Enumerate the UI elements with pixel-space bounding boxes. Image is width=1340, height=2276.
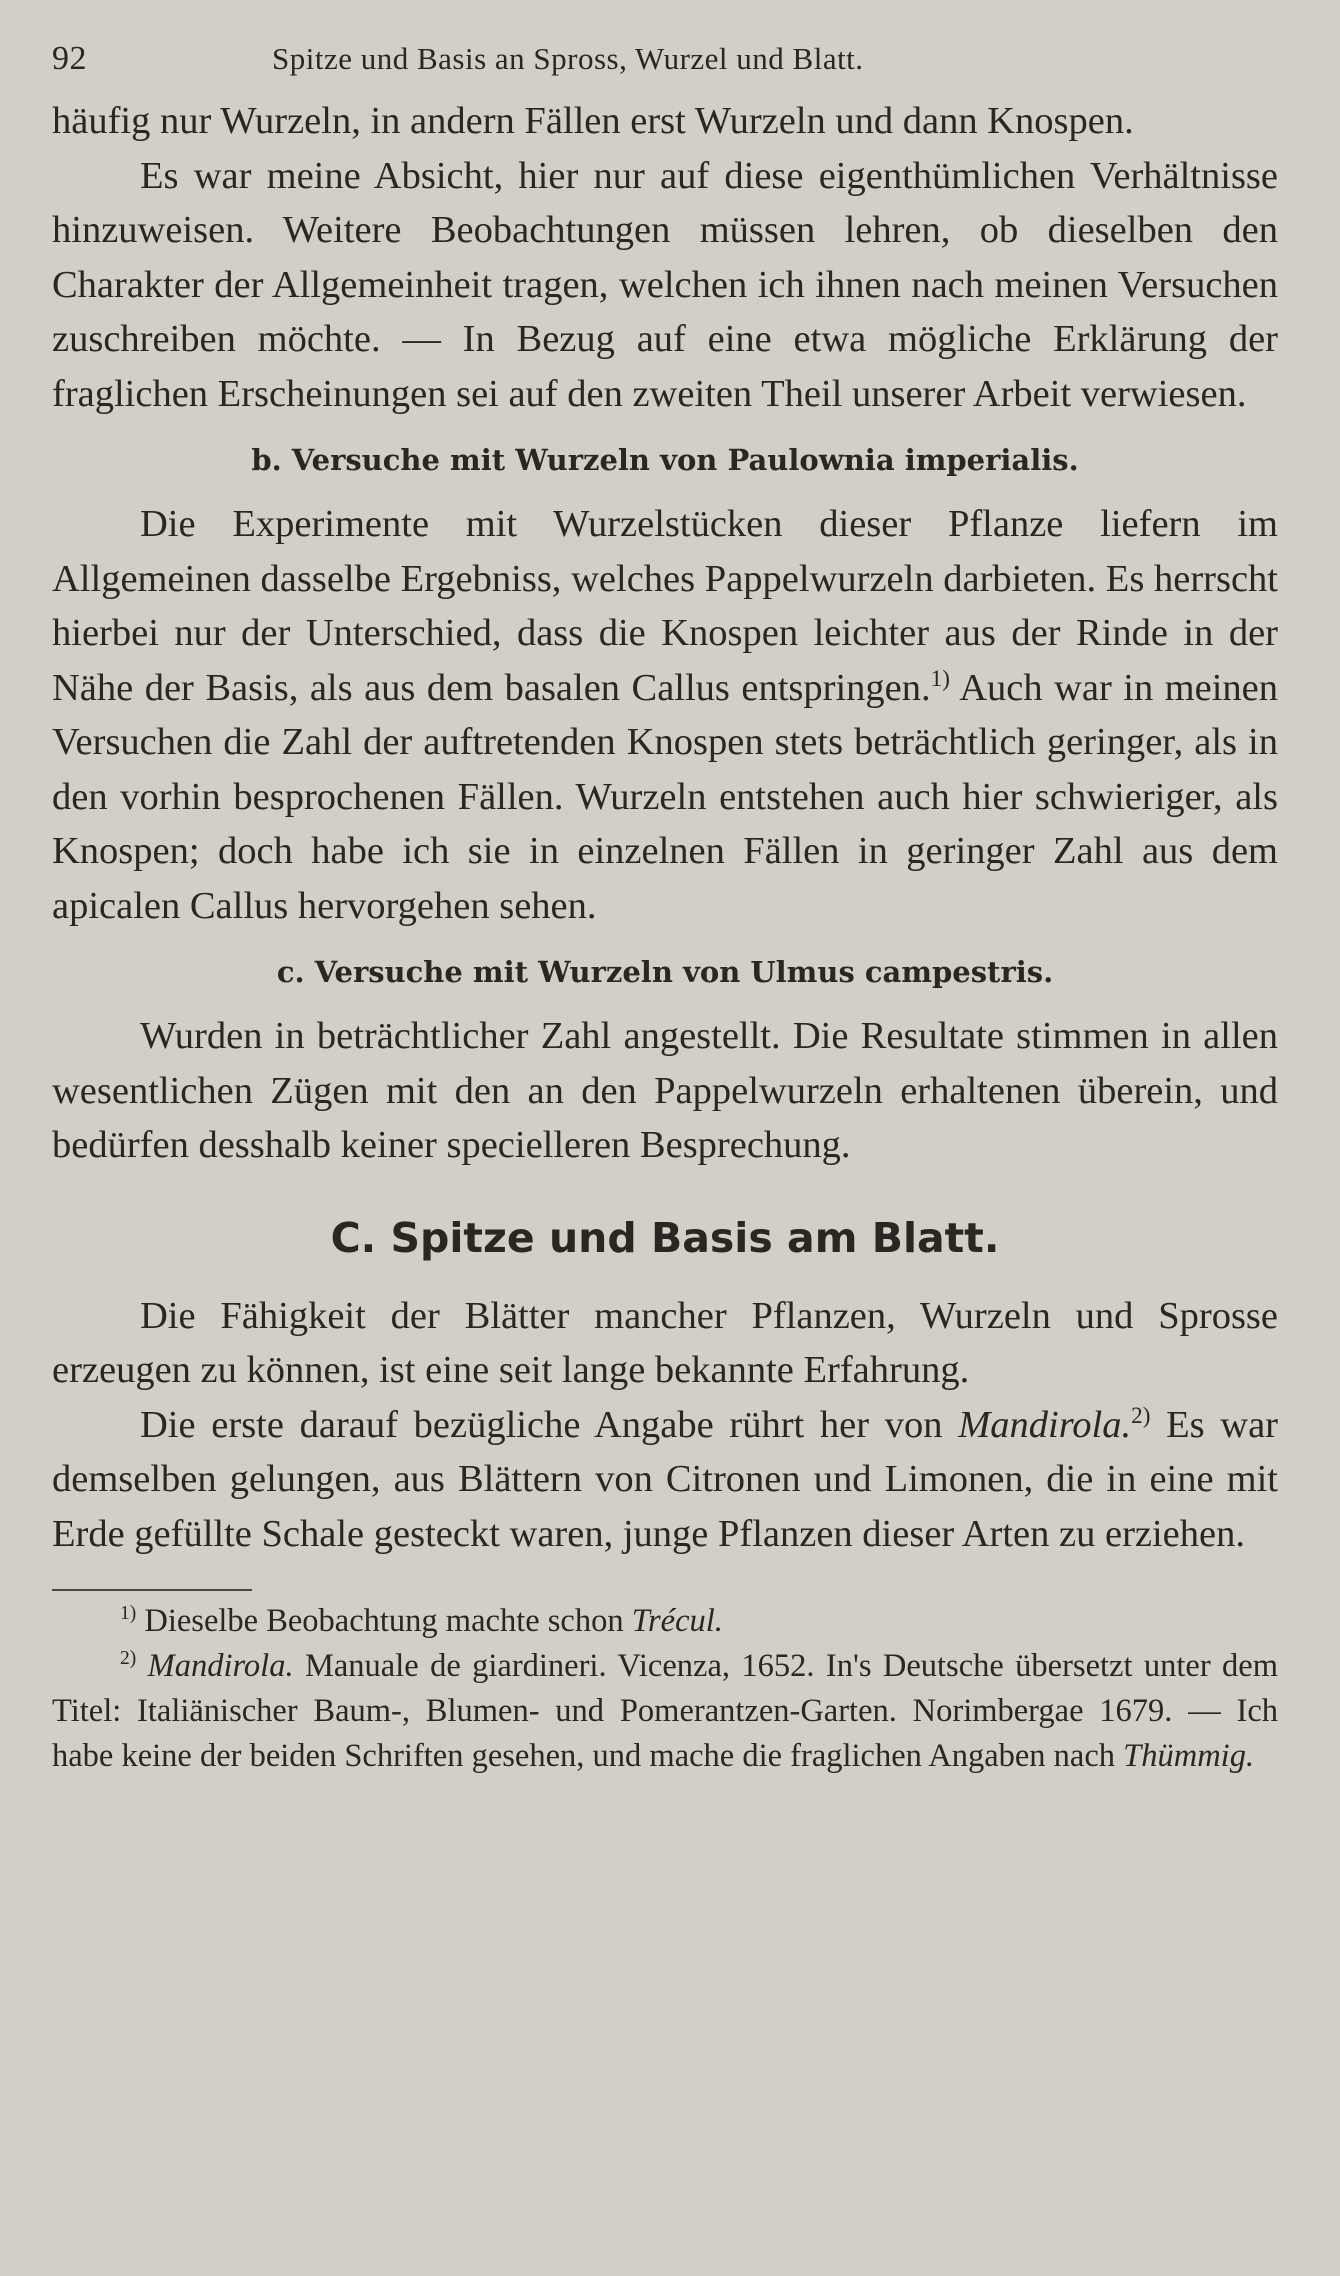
footnote-2-source: Thümmig. xyxy=(1123,1738,1255,1774)
footnote-ref-2: 2) xyxy=(1131,1401,1151,1428)
running-title: Spitze und Basis an Spross, Wurzel und Blatt. xyxy=(272,41,864,76)
footnote-1 xyxy=(52,1599,1278,1644)
body-text xyxy=(52,94,1278,1561)
footnote-2-author: Mandirola. xyxy=(147,1648,294,1684)
paragraph-5: Die Fähigkeit der Blätter mancher Pflanzen, Wurzeln und Sprosse erzeugen zu können, ist eine seit lange bekannte Erfahrung. xyxy=(52,1294,1278,1391)
paragraph-3 xyxy=(52,497,1278,933)
paragraph-3-part-a: Die Experimente mit Wurzelstücken dieser Pflanze liefern im Allgemeinen dasselbe Ergebniss, welches Pappelwurzeln darbieten. Es herrscht hierbei nur der Unterschied, dass die Knospen leichter aus der Rinde in der Nähe der Basis, als aus dem basalen Callus entspringen. xyxy=(52,503,1278,709)
footnote-2 xyxy=(52,1644,1278,1779)
paragraph-4: Wurden in beträchtlicher Zahl angestellt. Die Resultate stimmen in allen wesentlichen Zügen mit den an den Pappelwurzeln erhaltenen überein, und bedürfen desshalb keiner specielleren Besprechung. xyxy=(52,1015,1278,1166)
footnote-1-mark: 1) xyxy=(120,1603,137,1625)
paragraph-3-part-b: Auch war in meinen Versuchen die Zahl der auftretenden Knospen stets beträchtlich geringer, als in den vorhin besprochenen Fällen. Wurzeln entstehen auch hier schwieriger, als Knospen; doch habe ich sie in einzelnen Fällen in geringer Zahl aus dem apicalen Callus hervorgehen sehen. xyxy=(52,666,1279,927)
paragraph-6-part-b: Es war demselben gelungen, aus Blättern von Citronen und Limonen, die in eine mit Erde gefüllte Schale gesteckt waren, junge Pflanzen dieser Arten zu erziehen. xyxy=(52,1403,1278,1555)
footnote-divider xyxy=(52,1589,252,1591)
paragraph-6 xyxy=(52,1398,1278,1562)
chapter-heading: C. Spitze und Basis am Blatt. xyxy=(330,1213,1000,1262)
page-number: 92 xyxy=(52,40,87,77)
footnote-2-mark: 2) xyxy=(120,1648,137,1670)
page-header xyxy=(52,40,1278,94)
footnote-1-text: Dieselbe Beobachtung machte schon xyxy=(136,1603,632,1639)
section-heading-c: c. Versuche mit Wurzeln von Ulmus campestris. xyxy=(276,955,1054,989)
footnote-ref-1: 1) xyxy=(930,664,950,691)
paragraph-2: Es war meine Absicht, hier nur auf diese eigenthümlichen Verhältnisse hinzuweisen. Weitere Beobachtungen müssen lehren, ob dieselben den Charakter der Allgemeinheit tragen, welchen ich ihnen nach meinen Versuchen zuschreiben möchte. — In Bezug auf eine etwa mögliche Erklärung der fraglichen Erscheinungen sei auf den zweiten Theil unserer Arbeit verwiesen. xyxy=(52,154,1278,415)
footnote-1-author: Trécul. xyxy=(631,1603,723,1639)
paragraph-6-part-a: Die erste darauf bezügliche Angabe rührt her von xyxy=(140,1403,959,1446)
section-heading-b: b. Versuche mit Wurzeln von Paulownia imperialis. xyxy=(251,443,1079,477)
footnote-2-text: Manuale de giardineri. Vicenza, 1652. In's Deutsche übersetzt unter dem Titel: Italiänischer Baum-, Blumen- und Pomerantzen-Garten. Norimbergae 1679. — Ich habe keine der beiden Schriften gesehen, und mache die fraglichen Angaben nach xyxy=(52,1648,1278,1774)
footnotes xyxy=(52,1599,1278,1779)
author-name: Mandirola. xyxy=(958,1403,1132,1446)
paragraph-1: häufig nur Wurzeln, in andern Fällen erst Wurzeln und dann Knospen. xyxy=(52,100,1134,142)
